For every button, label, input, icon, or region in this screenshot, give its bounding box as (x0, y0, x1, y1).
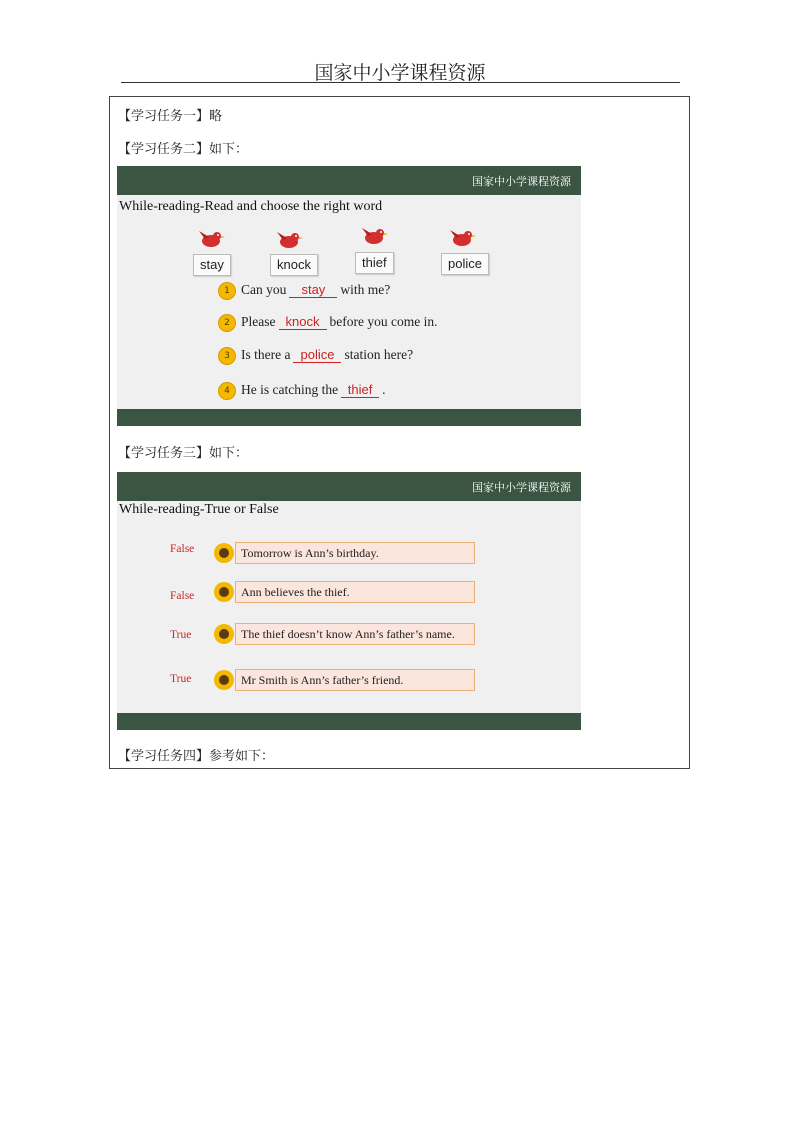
answer-blank[interactable]: police (293, 347, 341, 363)
question-number-badge: 4 (218, 382, 236, 400)
question-row (218, 382, 385, 402)
header-rule (121, 82, 680, 83)
question-text-after: with me? (340, 282, 391, 298)
page-header-title: 国家中小学课程资源 (314, 62, 486, 84)
slide-heading: While-reading-Read and choose the right word (119, 199, 383, 214)
question-text-before: Please (241, 314, 276, 330)
question-text-after: before you come in. (329, 314, 438, 330)
answer-blank[interactable]: thief (341, 382, 379, 398)
question-text-before: Can you (241, 282, 287, 298)
question-number-badge: 3 (218, 347, 236, 365)
question-text-before: Is there a (241, 347, 291, 363)
sunflower-icon (213, 581, 235, 603)
true-false-row (117, 581, 581, 605)
question-text-after: . (382, 382, 386, 398)
slide-brand-text: 国家中小学课程资源 (472, 175, 571, 188)
slide-brand-text: 国家中小学课程资源 (472, 481, 571, 494)
statement-box: Tomorrow is Ann’s birthday. (235, 542, 475, 564)
question-number-badge: 2 (218, 314, 236, 332)
word-card-stay[interactable]: stay (193, 254, 231, 276)
sunflower-icon (213, 669, 235, 691)
question-row (218, 282, 390, 302)
true-false-row (117, 542, 581, 566)
red-bird-icon (275, 228, 303, 252)
true-false-row (117, 623, 581, 647)
red-bird-icon (197, 227, 225, 251)
slide-top-bar (117, 472, 581, 501)
tf-answer-label: True (170, 629, 192, 641)
tf-answer-label: True (170, 673, 192, 685)
slide-read-choose (117, 166, 581, 426)
red-bird-icon (448, 226, 476, 250)
slide-bottom-bar (117, 409, 581, 426)
sunflower-icon (213, 542, 235, 564)
question-number-badge: 1 (218, 282, 236, 300)
slide-bottom-bar (117, 713, 581, 730)
question-row (218, 314, 437, 334)
statement-box: Ann believes the thief. (235, 581, 475, 603)
word-card-police[interactable]: police (441, 253, 489, 275)
statement-box: Mr Smith is Ann’s father’s friend. (235, 669, 475, 691)
tf-answer-label: False (170, 543, 195, 555)
task-4-text: 【学习任务四】参考如下： (118, 749, 275, 764)
red-bird-icon (360, 224, 388, 248)
question-row (218, 347, 413, 367)
slide-heading: While-reading-True or False (119, 502, 279, 517)
sunflower-icon (213, 623, 235, 645)
true-false-row (117, 669, 581, 693)
question-text-after: station here? (344, 347, 414, 363)
question-text-before: He is catching the (241, 382, 339, 398)
answer-blank[interactable]: knock (279, 314, 327, 330)
tf-answer-label: False (170, 590, 195, 602)
task-3-text: 【学习任务三】如下： (118, 446, 249, 461)
task-1-text: 【学习任务一】略 (118, 109, 223, 124)
slide-true-false (117, 472, 581, 730)
word-card-thief[interactable]: thief (355, 252, 394, 274)
answer-blank[interactable]: stay (289, 282, 337, 298)
statement-box: The thief doesn’t know Ann’s father’s name. (235, 623, 475, 645)
task-2-text: 【学习任务二】如下： (118, 142, 249, 157)
slide-top-bar (117, 166, 581, 195)
word-card-knock[interactable]: knock (270, 254, 318, 276)
